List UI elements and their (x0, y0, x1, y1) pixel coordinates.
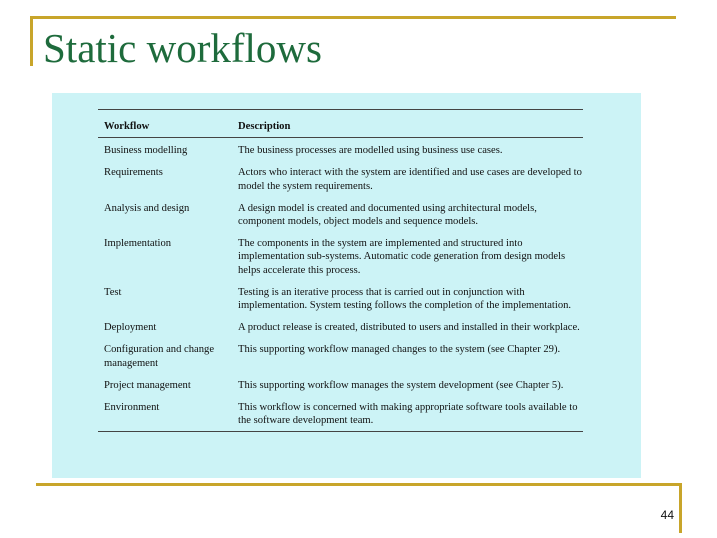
table-row (98, 234, 583, 283)
description-cell: Testing is an iterative process that is carried out in conjunction with implementation. System testing follows the completion of the implementation. (238, 286, 572, 312)
table-row (98, 163, 583, 198)
workflow-cell: Business modelling (104, 145, 188, 157)
left-decorative-tick (30, 16, 33, 66)
description-cell: This supporting workflow manages the system development (see Chapter 5). (238, 379, 564, 391)
workflow-cell: Requirements (104, 167, 163, 179)
header-description: Description (232, 110, 583, 138)
table-row (98, 340, 583, 375)
description-cell: A product release is created, distributed to users and installed in their workplace. (238, 322, 580, 334)
table-row (98, 376, 583, 398)
table-row (98, 138, 583, 164)
description-cell: This workflow is concerned with making appropriate software tools available to the software development team. (232, 398, 583, 432)
workflow-table-panel (52, 93, 641, 478)
workflow-cell: Project management (104, 379, 191, 391)
workflow-table (98, 109, 583, 432)
top-decorative-rule (30, 16, 676, 19)
header-workflow: Workflow (98, 110, 232, 138)
right-decorative-tick (679, 483, 682, 533)
workflow-cell: Environment (98, 398, 232, 432)
table-header-row (98, 110, 583, 138)
description-cell: The components in the system are implemented and structured into implementation sub-systems. Automatic code generation from design models helps accelerate this process. (238, 238, 566, 276)
description-cell: The business processes are modelled using business use cases. (238, 145, 503, 157)
workflow-cell: Analysis and design (104, 202, 190, 214)
description-cell: Actors who interact with the system are identified and use cases are developed to model the system requirements. (238, 167, 582, 192)
page-number: 44 (660, 508, 674, 522)
bottom-decorative-rule (36, 483, 682, 486)
table-row (98, 199, 583, 234)
workflow-cell: Configuration and change management (104, 344, 215, 369)
slide-title: Static workflows (43, 25, 322, 71)
workflow-cell: Test (104, 286, 122, 298)
table-row (98, 398, 583, 432)
table-row (98, 318, 583, 340)
workflow-cell: Implementation (104, 238, 172, 250)
description-cell: This supporting workflow managed changes to the system (see Chapter 29). (238, 344, 561, 356)
workflow-cell: Deployment (104, 322, 157, 334)
description-cell: A design model is created and documented using architectural models, component models, object models and sequence models. (238, 202, 537, 228)
table-row (98, 283, 583, 318)
